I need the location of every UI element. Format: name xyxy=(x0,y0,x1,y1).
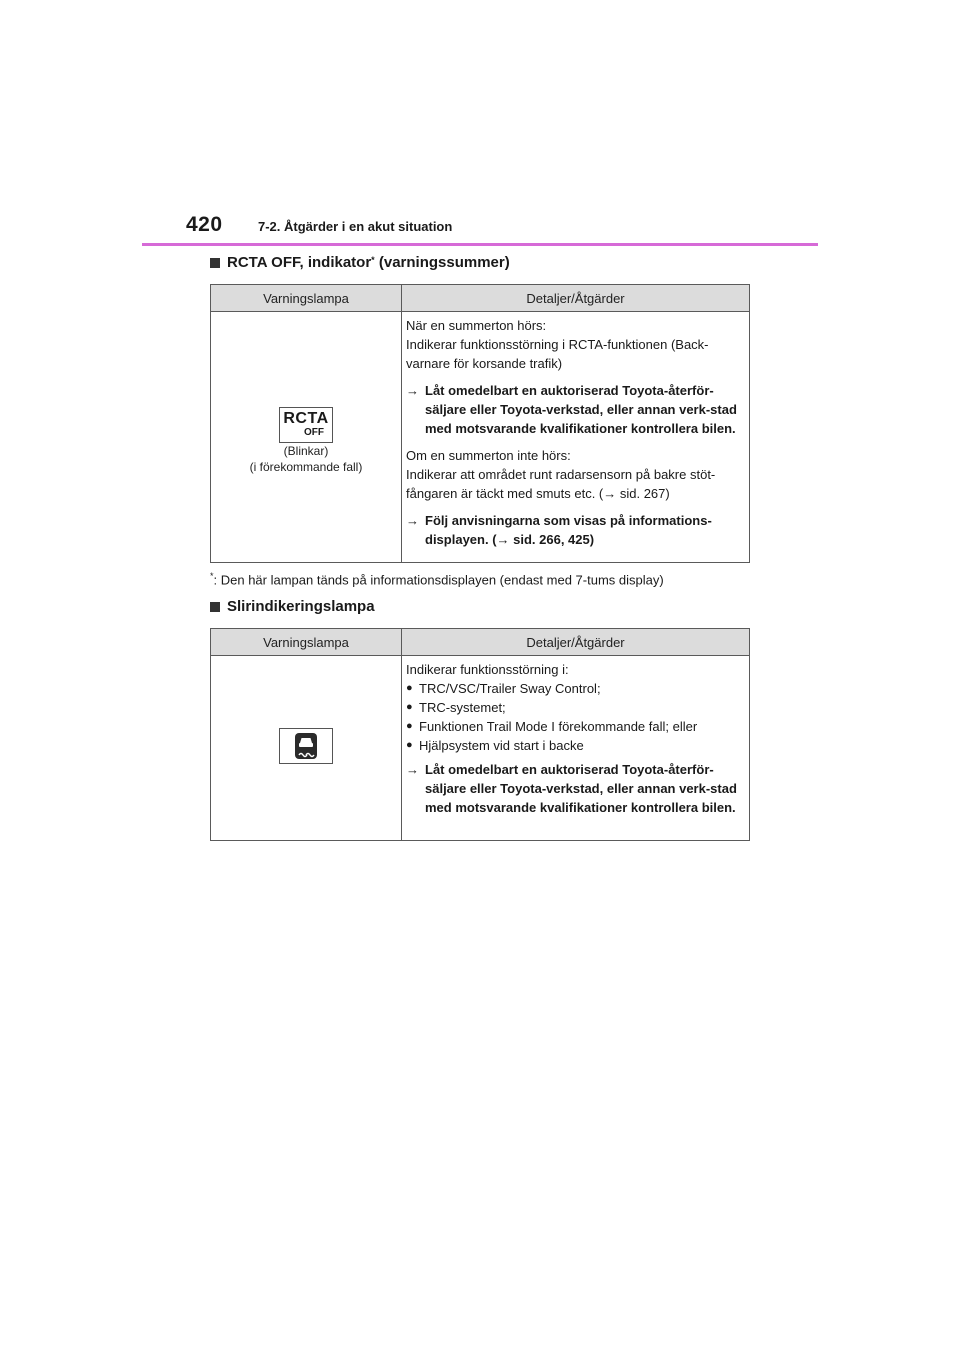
list-item xyxy=(406,717,745,736)
action-2 xyxy=(406,511,745,549)
slip-car-icon xyxy=(280,729,332,763)
detail-cell xyxy=(402,312,750,563)
detail-description-2: Indikerar att området runt radarsensorn på bakre stöt-fångaren är täckt med smuts etc. (→ sid. 267) xyxy=(406,467,716,501)
arrow-icon: → xyxy=(406,762,419,777)
list-item xyxy=(406,698,745,717)
col-detail-header: Detaljer/Åtgärder xyxy=(402,285,750,312)
bullet-icon: ● xyxy=(406,739,413,751)
rcta-heading-text: RCTA OFF, indikator xyxy=(227,254,372,271)
action-2-text: Följ anvisningarna som visas på informations-displayen. (→ sid. 266, 425) xyxy=(425,513,712,547)
bullet-icon: ● xyxy=(406,701,413,713)
col-lamp-header: Varningslampa xyxy=(211,285,402,312)
lamp-cell xyxy=(211,312,402,563)
footnote-text: : Den här lampan tänds på informationsdisplayen (endast med 7-tums display) xyxy=(213,572,664,588)
list-item xyxy=(406,736,745,755)
arrow-icon: → xyxy=(406,513,419,528)
rcta-icon-line2: OFF xyxy=(304,427,324,438)
slip-action xyxy=(406,760,745,817)
detail-condition-1: När en summerton hörs: xyxy=(406,318,547,333)
list-item xyxy=(406,679,745,698)
footnote-sup: * xyxy=(210,571,214,581)
rcta-icon-line1: RCTA xyxy=(283,410,329,427)
rcta-heading-suffix: (varningssummer) xyxy=(374,254,510,271)
slip-heading-text: Slirindikeringslampa xyxy=(227,598,375,615)
rcta-table xyxy=(210,284,750,563)
action-1-text: Låt omedelbart en auktoriserad Toyota-återför-säljare eller Toyota-verkstad, eller annan verk-stad med motsvarande kvalifikationer kontrollera bilen. xyxy=(425,383,737,436)
lamp-caption-optional: (i förekommande fall) xyxy=(249,460,363,474)
bullet-icon: ● xyxy=(406,720,413,732)
rcta-off-icon xyxy=(279,407,333,443)
col-detail-header: Detaljer/Åtgärder xyxy=(402,629,750,656)
square-bullet-icon xyxy=(210,602,220,612)
slip-indicator-icon xyxy=(279,728,333,764)
rcta-heading-sup: * xyxy=(371,254,375,265)
detail-cell xyxy=(402,656,750,841)
bullet-icon: ● xyxy=(406,682,413,694)
lamp-caption-blink: (Blinkar) xyxy=(283,444,329,458)
square-bullet-icon xyxy=(210,258,220,268)
slip-table xyxy=(210,628,750,841)
list-item-text: TRC-systemet; xyxy=(419,700,506,715)
col-lamp-header: Varningslampa xyxy=(211,629,402,656)
page-number: 420 xyxy=(186,213,223,236)
detail-description-1: Indikerar funktionsstörning i RCTA-funktionen (Back-varnare för korsande trafik) xyxy=(406,337,709,371)
footnote xyxy=(210,571,664,587)
slip-heading xyxy=(210,598,375,615)
section-title: 7-2. Åtgärder i en akut situation xyxy=(258,219,453,234)
rcta-heading xyxy=(210,254,510,271)
header-rule xyxy=(142,243,818,246)
list-item-text: TRC/VSC/Trailer Sway Control; xyxy=(419,681,601,696)
slip-action-text: Låt omedelbart en auktoriserad Toyota-återför-säljare eller Toyota-verkstad, eller annan verk-stad med motsvarande kvalifikationer kontrollera bilen. xyxy=(425,762,737,815)
lamp-cell xyxy=(211,656,402,841)
detail-condition-2: Om en summerton inte hörs: xyxy=(406,448,571,463)
list-item-text: Hjälpsystem vid start i backe xyxy=(419,738,584,753)
arrow-icon: → xyxy=(406,383,419,398)
slip-intro: Indikerar funktionsstörning i: xyxy=(406,662,569,677)
action-1 xyxy=(406,381,745,438)
list-item-text: Funktionen Trail Mode I förekommande fall; eller xyxy=(419,719,698,734)
